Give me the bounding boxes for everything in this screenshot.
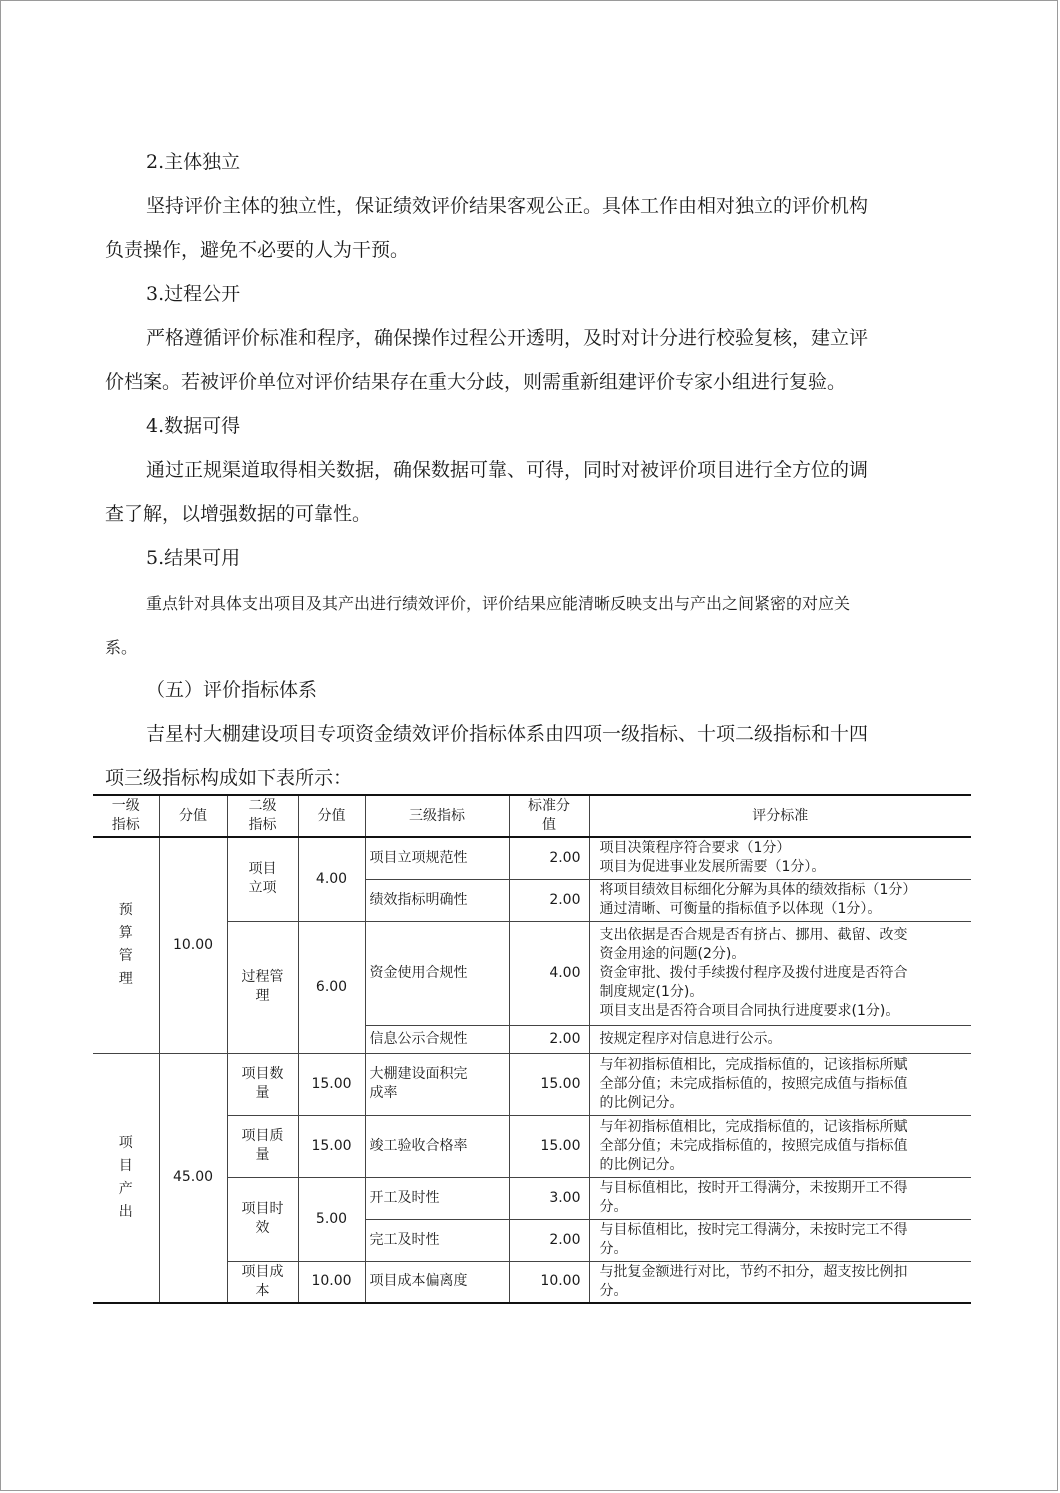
- header-criteria: 评分标准: [589, 795, 971, 837]
- level3-indicator: 项目立项规范性: [365, 837, 509, 879]
- paragraph: 查了解，以增强数据的可靠性。: [105, 503, 372, 525]
- level2-indicator: 项目质 量: [227, 1115, 298, 1177]
- paragraph: 通过正规渠道取得相关数据，确保数据可靠、可得，同时对被评价项目进行全方位的调: [146, 459, 869, 481]
- standard-score: 10.00: [509, 1261, 589, 1303]
- level1-score: 45.00: [159, 1053, 227, 1303]
- scoring-criteria: 与年初指标值相比，完成指标值的，记该指标所赋 全部分值；未完成指标值的，按照完成值与指标值 的比例记分。: [589, 1053, 971, 1115]
- level3-indicator: 项目成本偏离度: [365, 1261, 509, 1303]
- header-level3: 三级指标: [365, 795, 509, 837]
- scoring-criteria: 与目标值相比，按时开工得满分，未按期开工不得 分。: [589, 1177, 971, 1219]
- level3-indicator: 完工及时性: [365, 1219, 509, 1261]
- level1-indicator: 项 目 产 出: [93, 1053, 159, 1303]
- paragraph: 价档案。若被评价单位对评价结果存在重大分歧，则需重新组建评价专家小组进行复验。: [105, 371, 847, 393]
- standard-score: 15.00: [509, 1115, 589, 1177]
- scoring-criteria: 与批复金额进行对比，节约不扣分，超支按比例扣 分。: [589, 1261, 971, 1303]
- level3-indicator: 信息公示合规性: [365, 1025, 509, 1053]
- level2-indicator: 项目 立项: [227, 837, 298, 921]
- header-std-score: 标准分 值: [509, 795, 589, 837]
- level2-score: 4.00: [298, 837, 365, 921]
- header-level1: 一级 指标: [93, 795, 159, 837]
- level3-indicator: 大棚建设面积完 成率: [365, 1053, 509, 1115]
- level2-indicator: 项目数 量: [227, 1053, 298, 1115]
- standard-score: 2.00: [509, 879, 589, 921]
- level3-indicator: 竣工验收合格率: [365, 1115, 509, 1177]
- paragraph: 2.主体独立: [146, 151, 241, 173]
- scoring-criteria: 与目标值相比，按时完工得满分，未按时完工不得 分。: [589, 1219, 971, 1261]
- header-level2: 二级 指标: [227, 795, 298, 837]
- standard-score: 2.00: [509, 837, 589, 879]
- paragraph: 坚持评价主体的独立性，保证绩效评价结果客观公正。具体工作由相对独立的评价机构: [146, 195, 869, 217]
- paragraph: （五）评价指标体系: [146, 679, 318, 701]
- scoring-criteria: 与年初指标值相比，完成指标值的，记该指标所赋 全部分值；未完成指标值的，按照完成值与指标值 的比例记分。: [589, 1115, 971, 1177]
- standard-score: 4.00: [509, 921, 589, 1025]
- paragraph: 负责操作，避免不必要的人为干预。: [105, 239, 410, 261]
- header-score1: 分值: [159, 795, 227, 837]
- paragraph: 系。: [105, 638, 138, 657]
- level3-indicator: 开工及时性: [365, 1177, 509, 1219]
- level2-indicator: 项目成 本: [227, 1261, 298, 1303]
- level2-score: 6.00: [298, 921, 365, 1053]
- scoring-criteria: 将项目绩效目标细化分解为具体的绩效指标（1分） 通过清晰、可衡量的指标值予以体现（1分）。: [589, 879, 971, 921]
- standard-score: 2.00: [509, 1025, 589, 1053]
- table-row: [93, 1053, 971, 1115]
- scoring-criteria: 支出依据是否合规是否有挤占、挪用、截留、改变 资金用途的问题(2分)。 资金审批、拨付手续拨付程序及拨付进度是否符合 制度规定(1分)。 项目支出是否符合项目合同执行进度要求(1分)。: [589, 921, 971, 1025]
- level1-score: 10.00: [159, 837, 227, 1053]
- standard-score: 2.00: [509, 1219, 589, 1261]
- paragraph: 项三级指标构成如下表所示：: [105, 767, 353, 789]
- level2-score: 5.00: [298, 1177, 365, 1261]
- paragraph: 严格遵循评价标准和程序，确保操作过程公开透明，及时对计分进行校验复核，建立评: [146, 327, 869, 349]
- level2-score: 15.00: [298, 1115, 365, 1177]
- paragraph: 4.数据可得: [146, 415, 241, 437]
- level2-indicator: 项目时 效: [227, 1177, 298, 1261]
- scoring-criteria: 按规定程序对信息进行公示。: [589, 1025, 971, 1053]
- paragraph: 3.过程公开: [146, 283, 241, 305]
- level2-score: 10.00: [298, 1261, 365, 1303]
- table-header-row: [93, 795, 971, 837]
- table-row: [93, 837, 971, 879]
- evaluation-index-table: [93, 794, 971, 1304]
- paragraph: 5.结果可用: [146, 547, 241, 569]
- level2-indicator: 过程管 理: [227, 921, 298, 1053]
- scoring-criteria: 项目决策程序符合要求（1分） 项目为促进事业发展所需要（1分）。: [589, 837, 971, 879]
- standard-score: 3.00: [509, 1177, 589, 1219]
- header-score2: 分值: [298, 795, 365, 837]
- paragraph: 吉星村大棚建设项目专项资金绩效评价指标体系由四项一级指标、十项二级指标和十四: [146, 723, 869, 745]
- level1-indicator: 预 算 管 理: [93, 837, 159, 1053]
- paragraph: 重点针对具体支出项目及其产出进行绩效评价，评价结果应能清晰反映支出与产出之间紧密的对应关: [146, 594, 851, 613]
- level3-indicator: 绩效指标明确性: [365, 879, 509, 921]
- level2-score: 15.00: [298, 1053, 365, 1115]
- level3-indicator: 资金使用合规性: [365, 921, 509, 1025]
- standard-score: 15.00: [509, 1053, 589, 1115]
